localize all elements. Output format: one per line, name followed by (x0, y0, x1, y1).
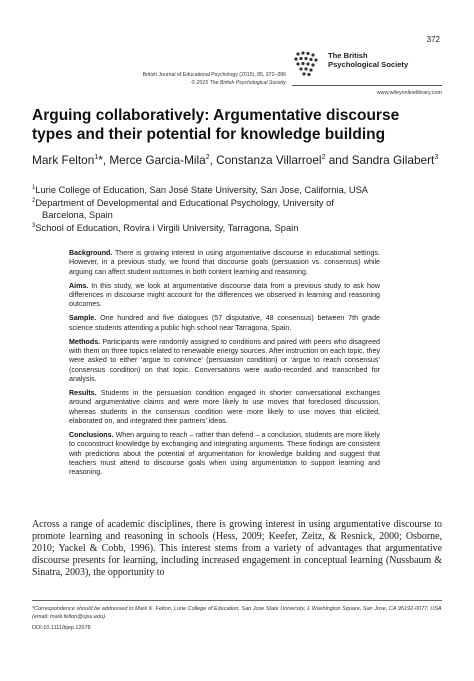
publisher-website-link[interactable]: www.wileyonlinelibrary.com (376, 90, 442, 96)
abstract-section: Conclusions. When arguing to reach – rather than defend – a conclusion, students are more likely to coconstruct knowledge by exchanging and integrating arguments. These findings are consistent with predictions about the potential of argumentation for knowledge building and suggest that teachers must attend to discourse goals when using argumentation to support learning and reasoning. (69, 430, 380, 477)
affiliation: $^1$Lurie College of Education, San José State University, San Jose, California, USA (32, 185, 368, 196)
structured-abstract (69, 249, 380, 482)
author-list (32, 150, 442, 168)
doi: DOI:10.1111/bjep.12078 (32, 625, 91, 631)
author: Mark Felton$^1$*, (32, 152, 110, 167)
affiliation: $^2$Department of Developmental and Educational Psychology, University of Barcelona, Spain (32, 198, 334, 220)
article-title: Arguing collaboratively: Argumentative discourse types and their potential for knowledge building (32, 107, 400, 143)
abstract-section: Sample. One hundred and five dialogues (57 disputative, 48 consensus) between 7th grade science students attending a public high school near Tarragona, Spain. (69, 314, 380, 332)
affiliation: $^3$School of Education, Rovira i Virgili University, Tarragona, Spain (32, 223, 299, 234)
author: Merce Garcia-Mila$^2$, (109, 152, 217, 167)
abstract-section: Background. There is growing interest in using argumentative discourse in educational settings. However, in a previous study, we found that discourse goals (persuasion vs. consensus) while arguing can affect student outcomes in both content learning and reasoning. (69, 249, 380, 276)
abstract-section: Results. Students in the persuasion condition engaged in shorter conversational exchanges around argumentative claims and were more likely to use moves that foreclosed discussion, whereas students in the consensus condition were more likely to use moves that elicited, elaborated on, and integrated their partners’ ideas. (69, 388, 380, 425)
publisher-logo (292, 49, 442, 81)
body-paragraph: Across a range of academic disciplines, there is growing interest in using argumentative discourse to promote learning and reasoning in schools (Hess, 2009; Keefer, Zeitz, & Resnick, 2000; Osborne, 2010; Yackel & Cobb, 1996). This interest stems from a variety of advantages that argumentative discourse presents for learning, including increased engagement in conceptual learning (Nussbaum & Sinatra, 2003), the opportunity to (32, 519, 442, 578)
author: Sandra Gilabert$^3$ (351, 152, 439, 167)
correspondence-footnote: *Correspondence should be addressed to Mark K. Felton, Lurie College of Education, San Jose State University, 1 Washington Square, San Jose, CA 95192-0077, USA (email: mark.felton@sjsu.edu). (32, 606, 442, 621)
author: Constanza Villarroel$^2$ and (216, 152, 352, 167)
footnote-divider (32, 600, 442, 601)
copyright-line: © 2015 The British Psychological Society (191, 80, 286, 86)
page-number: 372 (426, 35, 440, 44)
publisher-name: The British Psychological Society (328, 51, 409, 69)
abstract-section: Methods. Participants were randomly assigned to conditions and paired with peers who disagreed with them on three topics related to renewable energy sources. After instruction on each topic, they were asked to either ‘argue to convince’ (persuasion condition) or ‘argue to reach consensus’ (consensus condition) on that topic. Conversations were audio-recorded and transcribed for analysis. (69, 337, 380, 383)
bps-logo-icon (292, 49, 324, 79)
abstract-section: Aims. In this study, we look at argumentative discourse data from a previous study to ask how differences in discourse might account for the differences we observed in learning and reasoning outcomes. (69, 281, 380, 309)
journal-citation-block (118, 71, 286, 87)
journal-citation: British Journal of Educational Psychology (2015), 85, 372–386 (142, 72, 286, 78)
header-divider (292, 85, 442, 86)
